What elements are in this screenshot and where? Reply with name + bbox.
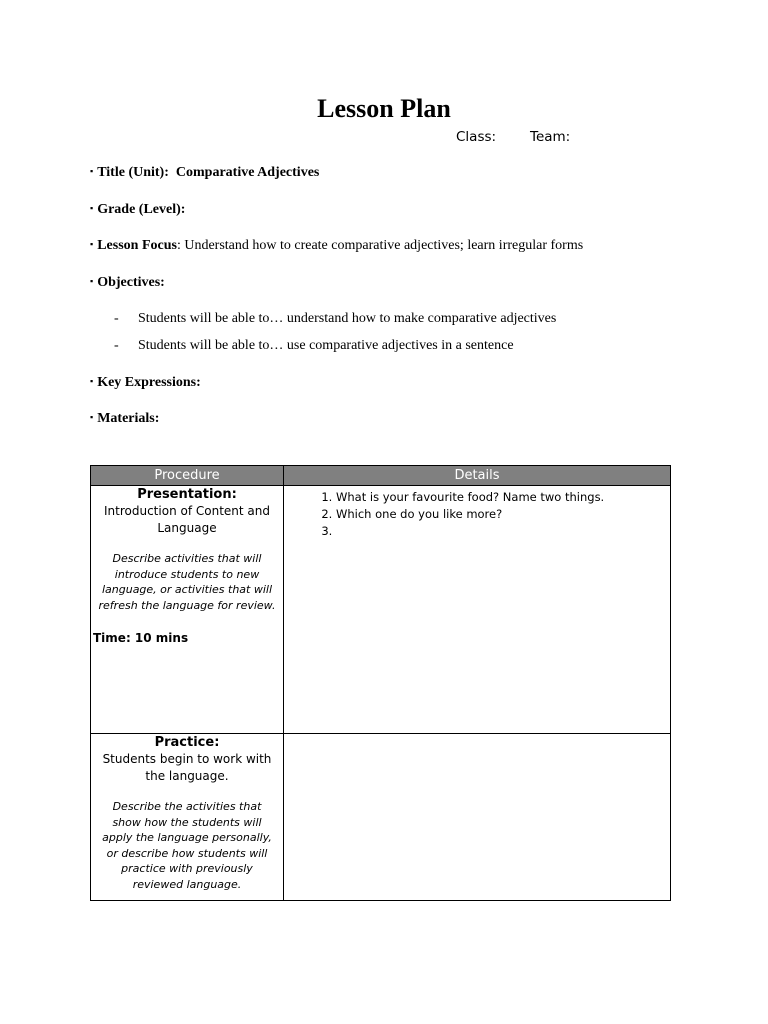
list-item: 1. What is your favourite food? Name two things. bbox=[336, 489, 670, 506]
title-unit-label: Title (Unit): bbox=[97, 165, 169, 180]
objective-item bbox=[114, 311, 556, 327]
materials-label: Materials: bbox=[97, 411, 160, 426]
table-header-row bbox=[91, 466, 671, 486]
presentation-subtitle: Introduction of Content and Language bbox=[104, 504, 270, 535]
lesson-focus-field bbox=[90, 238, 583, 254]
page-title: Lesson Plan bbox=[317, 94, 451, 123]
class-team-line bbox=[456, 129, 571, 145]
list-item bbox=[336, 523, 670, 540]
lesson-focus-label: Lesson Focus bbox=[97, 238, 177, 253]
bullet-icon: ▪ bbox=[90, 239, 94, 249]
bullet-icon: ▪ bbox=[90, 376, 94, 386]
table-row bbox=[91, 486, 671, 734]
practice-procedure-cell bbox=[91, 734, 284, 901]
team-label: Team: bbox=[530, 129, 571, 145]
objective-item bbox=[114, 338, 514, 354]
bullet-icon: ▪ bbox=[90, 412, 94, 422]
bullet-icon: ▪ bbox=[90, 203, 94, 213]
lesson-focus-value: : Understand how to create comparative adjectives; learn irregular forms bbox=[176, 238, 584, 253]
title-unit-field bbox=[90, 165, 319, 181]
key-expressions-field bbox=[90, 375, 201, 391]
objectives-field bbox=[90, 275, 165, 291]
practice-subtitle: Students begin to work with the language. bbox=[102, 752, 272, 783]
details-header: Details bbox=[284, 466, 671, 486]
materials-field bbox=[90, 411, 159, 427]
grade-label: Grade (Level): bbox=[97, 202, 186, 217]
practice-stage-label: Practice: bbox=[154, 735, 220, 750]
presentation-details-list bbox=[284, 489, 670, 540]
bullet-icon: ▪ bbox=[90, 276, 94, 286]
presentation-description: Describe activities that will introduce students to new language, or activities that will refresh the language for review. bbox=[98, 552, 276, 612]
procedure-table bbox=[90, 465, 671, 901]
class-label: Class: bbox=[456, 129, 497, 145]
presentation-details-cell bbox=[284, 486, 671, 734]
dash-icon: - bbox=[114, 311, 119, 326]
objective-text: Students will be able to… use comparative adjectives in a sentence bbox=[138, 338, 514, 353]
dash-icon: - bbox=[114, 338, 119, 353]
presentation-stage-label: Presentation: bbox=[137, 487, 237, 502]
grade-field bbox=[90, 202, 185, 218]
procedure-header: Procedure bbox=[91, 466, 284, 486]
table-row bbox=[91, 734, 671, 901]
list-item: 2. Which one do you like more? bbox=[336, 506, 670, 523]
presentation-procedure-cell bbox=[91, 486, 284, 734]
title-unit-value: Comparative Adjectives bbox=[175, 165, 320, 180]
objectives-label: Objectives: bbox=[97, 275, 165, 290]
practice-description: Describe the activities that show how the students will apply the language personally, or describe how students will practice with previously reviewed language. bbox=[102, 800, 272, 891]
presentation-time: Time: 10 mins bbox=[93, 631, 189, 645]
key-expressions-label: Key Expressions: bbox=[97, 375, 201, 390]
objective-text: Students will be able to… understand how to make comparative adjectives bbox=[138, 311, 557, 326]
practice-details-cell bbox=[284, 734, 671, 901]
bullet-icon: ▪ bbox=[90, 166, 94, 176]
